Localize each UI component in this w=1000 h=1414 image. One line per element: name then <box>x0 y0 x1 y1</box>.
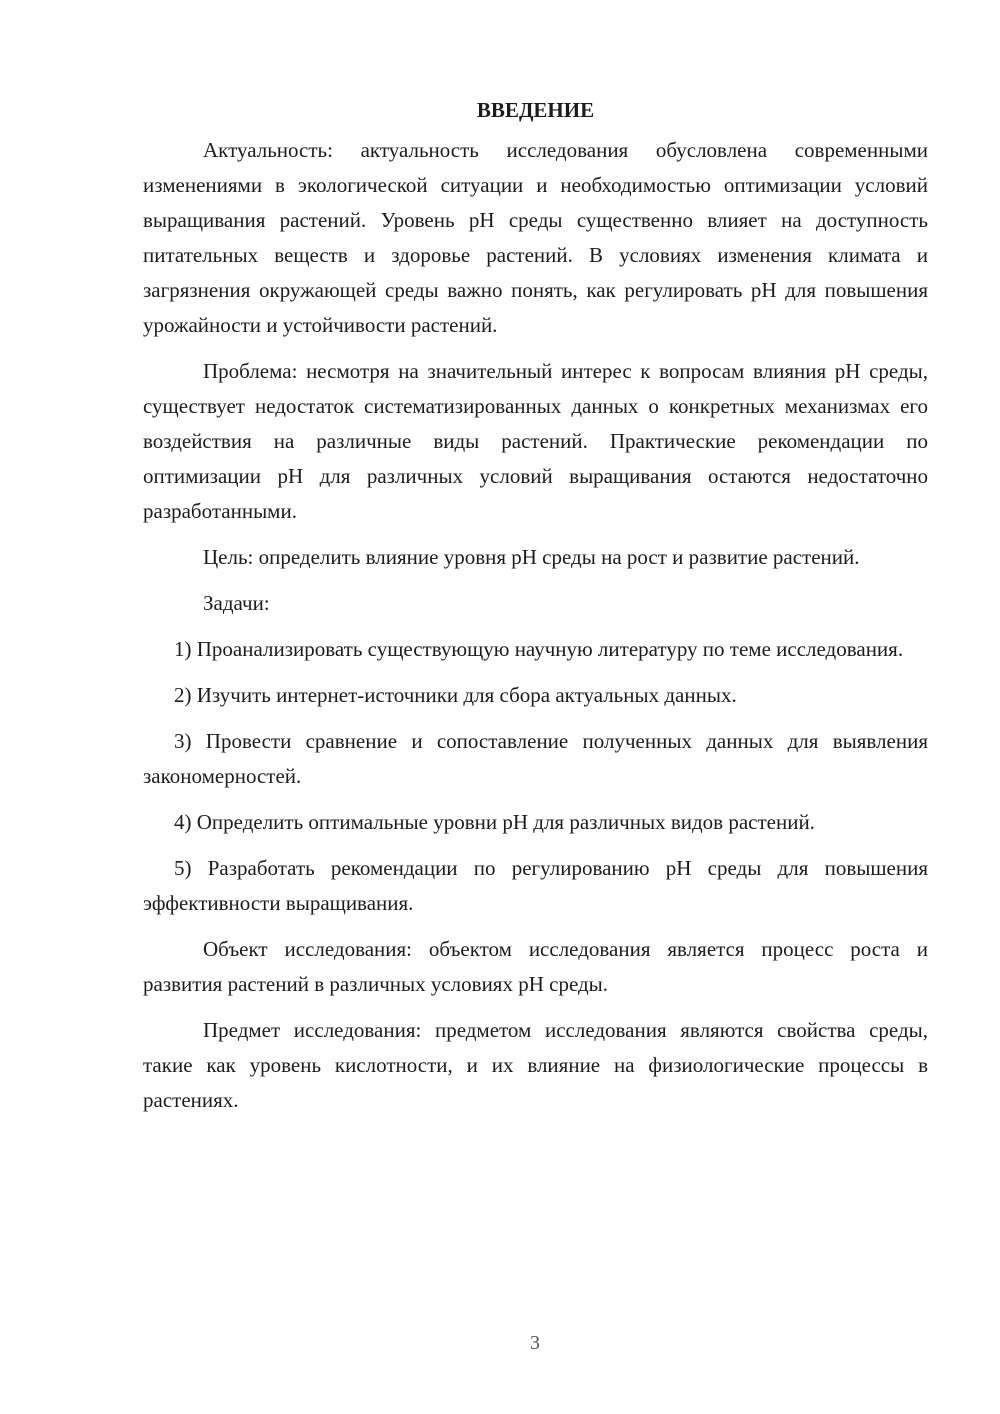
task-item-4: 4) Определить оптимальные уровни pH для различных видов растений. <box>174 810 815 834</box>
tasks-heading: Задачи: <box>203 591 270 615</box>
section-title: ВВЕДЕНИЕ <box>476 98 595 122</box>
task-item-2: 2) Изучить интернет-источники для сбора актуальных данных. <box>174 683 737 707</box>
paragraph-subject: Предмет исследования: предметом исследования являются свойства среды, такие как уровень кислотности, и их влияние на физиологические процессы в растениях. <box>143 1018 928 1112</box>
task-item-5: 5) Разработать рекомендации по регулированию pH среды для повышения эффективности выращивания. <box>143 856 928 915</box>
paragraph-goal: Цель: определить влияние уровня pH среды на рост и развитие растений. <box>203 545 860 569</box>
task-item-3: 3) Провести сравнение и сопоставление полученных данных для выявления закономерностей. <box>143 729 928 788</box>
page-number: 3 <box>530 1332 540 1354</box>
paragraph-relevance: Актуальность: актуальность исследования обусловлена современными изменениями в экологической ситуации и необходимостью оптимизации условий выращивания растений. Уровень pH среды существенно влияет на доступность питательных веществ и здоровье растений. В условиях изменения климата и загрязнения окружающей среды важно понять, как регулировать pH для повышения урожайности и устойчивости растений. <box>143 138 928 337</box>
task-item-1: 1) Проанализировать существующую научную литературу по теме исследования. <box>174 637 904 661</box>
page-content <box>143 93 928 1129</box>
paragraph-problem: Проблема: несмотря на значительный интерес к вопросам влияния pH среды, существует недостаток систематизированных данных о конкретных механизмах его воздействия на различные виды растений. Практические рекомендации по оптимизации pH для различных условий выращивания остаются недостаточно разработанными. <box>143 359 928 523</box>
paragraph-object: Объект исследования: объектом исследования является процесс роста и развития растений в различных условиях pH среды. <box>143 937 928 996</box>
